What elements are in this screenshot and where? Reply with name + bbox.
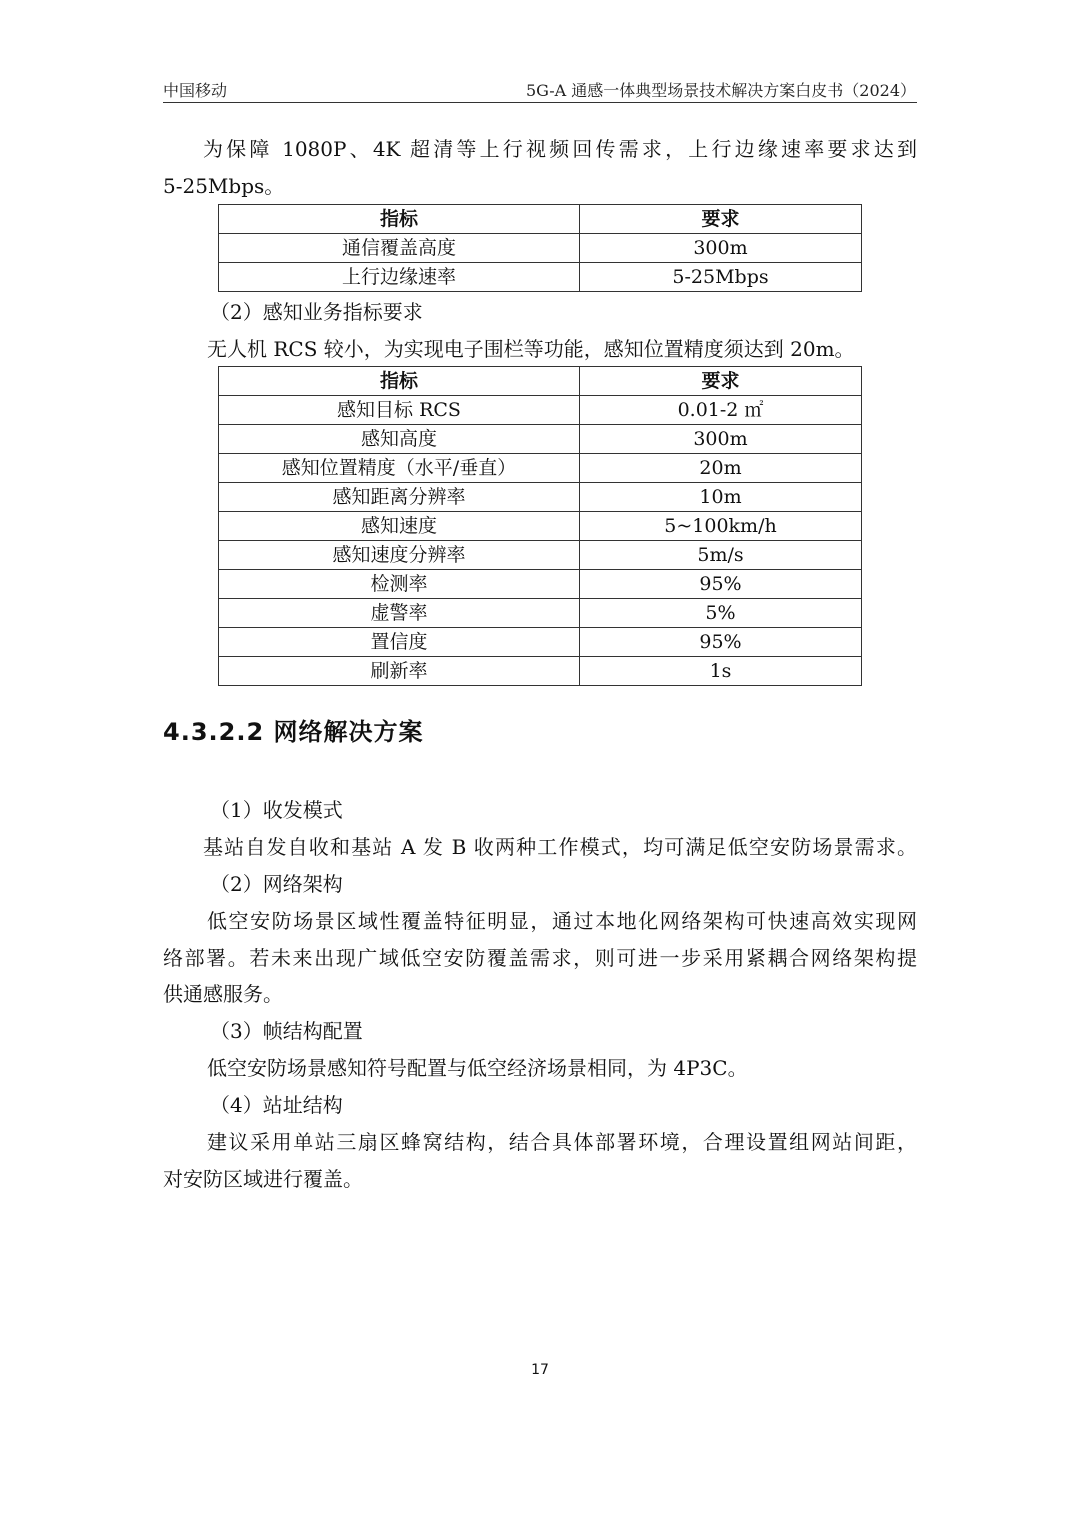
header-cell-metric: 指标 <box>219 367 580 396</box>
table-row <box>219 396 862 425</box>
subsection-3-text: 低空安防场景感知符号配置与低空经济场景相同，为 4P3C。 <box>207 1056 748 1080</box>
table-row <box>219 657 862 686</box>
value-cell: 300m <box>580 425 862 454</box>
table-row <box>219 425 862 454</box>
subsection-1-text: 基站自发自收和基站 A 发 B 收两种工作模式，均可满足低空安防场景需求。 <box>203 835 917 859</box>
value-cell: 95% <box>580 628 862 657</box>
value-cell: 0.01-2 ㎡ <box>580 396 862 425</box>
table-row <box>219 599 862 628</box>
table-row <box>219 541 862 570</box>
header-doc-title: 5G-A 通感一体典型场景技术解决方案白皮书（2024） <box>525 81 916 100</box>
metric-cell: 感知位置精度（水平/垂直） <box>219 454 580 483</box>
value-cell: 5m/s <box>580 541 862 570</box>
value-cell: 5~100km/h <box>580 512 862 541</box>
value-cell: 300m <box>580 234 862 263</box>
sensing-requirements-table <box>218 366 862 686</box>
sensing-section-title: （2）感知业务指标要求 <box>210 300 423 324</box>
intro-line-2: 5-25Mbps。 <box>163 174 285 198</box>
value-cell: 5-25Mbps <box>580 263 862 292</box>
metric-cell: 感知目标 RCS <box>219 396 580 425</box>
value-cell: 20m <box>580 454 862 483</box>
subsection-2-line-1: 低空安防场景区域性覆盖特征明显，通过本地化网络架构可快速高效实现网 <box>207 909 917 933</box>
table-row <box>219 570 862 599</box>
page-number: 17 <box>531 1362 549 1378</box>
subsection-2-line-3: 供通感服务。 <box>163 982 283 1006</box>
metric-cell: 检测率 <box>219 570 580 599</box>
metric-cell: 通信覆盖高度 <box>219 234 580 263</box>
value-cell: 10m <box>580 483 862 512</box>
metric-cell: 上行边缘速率 <box>219 263 580 292</box>
header-cell-requirement: 要求 <box>580 367 862 396</box>
table-row <box>219 454 862 483</box>
table-row <box>219 234 862 263</box>
table-row <box>219 628 862 657</box>
table-row <box>219 263 862 292</box>
metric-cell: 感知高度 <box>219 425 580 454</box>
value-cell: 95% <box>580 570 862 599</box>
metric-cell: 刷新率 <box>219 657 580 686</box>
subsection-2-line-2: 络部署。若未来出现广域低空安防覆盖需求，则可进一步采用紧耦合网络架构提 <box>163 946 917 970</box>
table-header-row <box>219 205 862 234</box>
comm-requirements-table <box>218 204 862 292</box>
metric-cell: 感知速度分辨率 <box>219 541 580 570</box>
metric-cell: 置信度 <box>219 628 580 657</box>
header-cell-requirement: 要求 <box>580 205 862 234</box>
header-cell-metric: 指标 <box>219 205 580 234</box>
value-cell: 1s <box>580 657 862 686</box>
table-row <box>219 483 862 512</box>
subsection-4-line-1: 建议采用单站三扇区蜂窝结构，结合具体部署环境，合理设置组网站间距， <box>207 1130 917 1154</box>
value-cell: 5% <box>580 599 862 628</box>
intro-line-1: 为保障 1080P、4K 超清等上行视频回传需求，上行边缘速率要求达到 <box>203 137 917 161</box>
metric-cell: 感知速度 <box>219 512 580 541</box>
table-row <box>219 512 862 541</box>
sensing-section-text: 无人机 RCS 较小，为实现电子围栏等功能，感知位置精度须达到 20m。 <box>207 337 855 361</box>
subsection-4-line-2: 对安防区域进行覆盖。 <box>163 1167 363 1191</box>
header-divider <box>163 102 917 103</box>
subsection-2-title: （2）网络架构 <box>210 872 343 896</box>
section-heading: 4.3.2.2 网络解决方案 <box>163 718 424 746</box>
header-org: 中国移动 <box>163 81 228 100</box>
subsection-3-title: （3）帧结构配置 <box>210 1019 363 1043</box>
metric-cell: 感知距离分辨率 <box>219 483 580 512</box>
subsection-1-title: （1）收发模式 <box>210 798 343 822</box>
metric-cell: 虚警率 <box>219 599 580 628</box>
subsection-4-title: （4）站址结构 <box>210 1093 343 1117</box>
table-header-row <box>219 367 862 396</box>
